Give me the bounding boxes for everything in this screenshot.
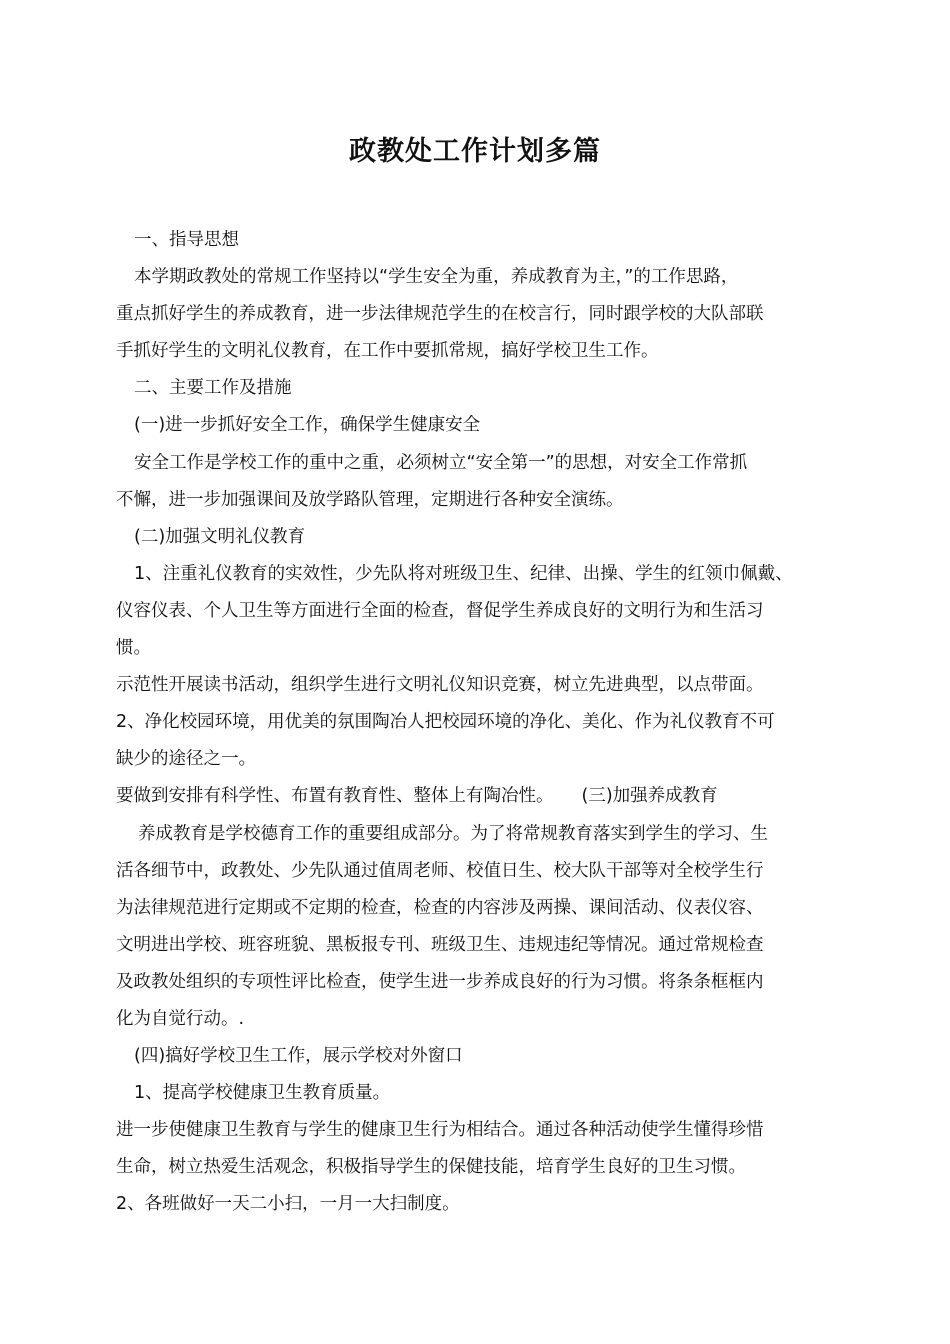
paragraph-line: 进一步使健康卫生教育与学生的健康卫生行为相结合。通过各种活动使学生懂得珍惜 <box>116 1120 764 1141</box>
section-heading-main-work: 二、主要工作及措施 <box>134 378 292 399</box>
document-body <box>116 222 844 1224</box>
paragraph-line: 重点抓好学生的养成教育，进一步法律规范学生的在校言行，同时跟学校的大队部联 <box>116 304 764 325</box>
paragraph-line: 2、各班做好一天二小扫，一月一大扫制度。 <box>116 1194 460 1215</box>
paragraph-line: 不懈，进一步加强课间及放学路队管理，定期进行各种安全演练。 <box>116 489 624 510</box>
paragraph-line: 生命，树立热爱生活观念，积极指导学生的保健技能，培育学生良好的卫生习惯。 <box>116 1157 746 1178</box>
subsection-heading-hygiene: (四)搞好学校卫生工作，展示学校对外窗口 <box>134 1046 463 1067</box>
subsection-heading-safety: (一)进一步抓好安全工作，确保学生健康安全 <box>134 415 481 436</box>
subsection-heading-habits: (三)加强养成教育 <box>581 786 718 807</box>
paragraph-line: 文明进出学校、班容班貌、黑板报专刊、班级卫生、违规违纪等情况。通过常规检查 <box>116 934 764 955</box>
subsection-heading-etiquette: (二)加强文明礼仪教育 <box>134 526 306 547</box>
paragraph-line: 化为自觉行动。. <box>116 1008 245 1029</box>
paragraph-line: 1、注重礼仪教育的实效性，少先队将对班级卫生、纪律、出操、学生的红领巾佩戴、 <box>134 563 793 584</box>
paragraph-line: 安全工作是学校工作的重中之重，必须树立“安全第一”的思想，对安全工作常抓 <box>134 452 748 473</box>
paragraph-line: 本学期政教处的常规工作坚持以“学生安全为重，养成教育为主，”的工作思路， <box>134 267 739 288</box>
document-title: 政教处工作计划多篇 <box>349 136 601 167</box>
paragraph-line: 及政教处组织的专项性评比检查，使学生进一步养成良好的行为习惯。将条条框框内 <box>116 971 764 992</box>
paragraph-line: 2、净化校园环境，用优美的氛围陶冶人把校园环境的净化、美化、作为礼仪教育不可 <box>116 712 775 733</box>
paragraph-text: 要做到安排有科学性、布置有教育性、整体上有陶冶性。 <box>116 786 554 807</box>
paragraph-line: 活各细节中，政教处、少先队通过值周老师、校值日生、校大队干部等对全校学生行 <box>116 860 764 881</box>
paragraph-line: 缺少的途径之一。 <box>116 749 256 770</box>
paragraph-line: 为法律规范进行定期或不定期的检查，检查的内容涉及两操、课间活动、仪表仪容、 <box>116 897 764 918</box>
paragraph-line: 仪容仪表、个人卫生等方面进行全面的检查，督促学生养成良好的文明行为和生活习 <box>116 600 764 621</box>
section-heading-guiding-ideology: 一、指导思想 <box>134 230 239 250</box>
paragraph-line: 1、提高学校健康卫生教育质量。 <box>134 1083 391 1104</box>
paragraph-line: 惯。 <box>116 638 151 659</box>
paragraph-line-with-heading <box>116 778 844 815</box>
paragraph-line: 养成教育是学校德育工作的重要组成部分。为了将常规教育落实到学生的学习、生 <box>138 823 768 844</box>
paragraph-line: 示范性开展读书活动，组织学生进行文明礼仪知识竞赛，树立先进典型，以点带面。 <box>116 675 764 696</box>
paragraph-line: 手抓好学生的文明礼仪教育，在工作中要抓常规，搞好学校卫生工作。 <box>116 341 659 362</box>
